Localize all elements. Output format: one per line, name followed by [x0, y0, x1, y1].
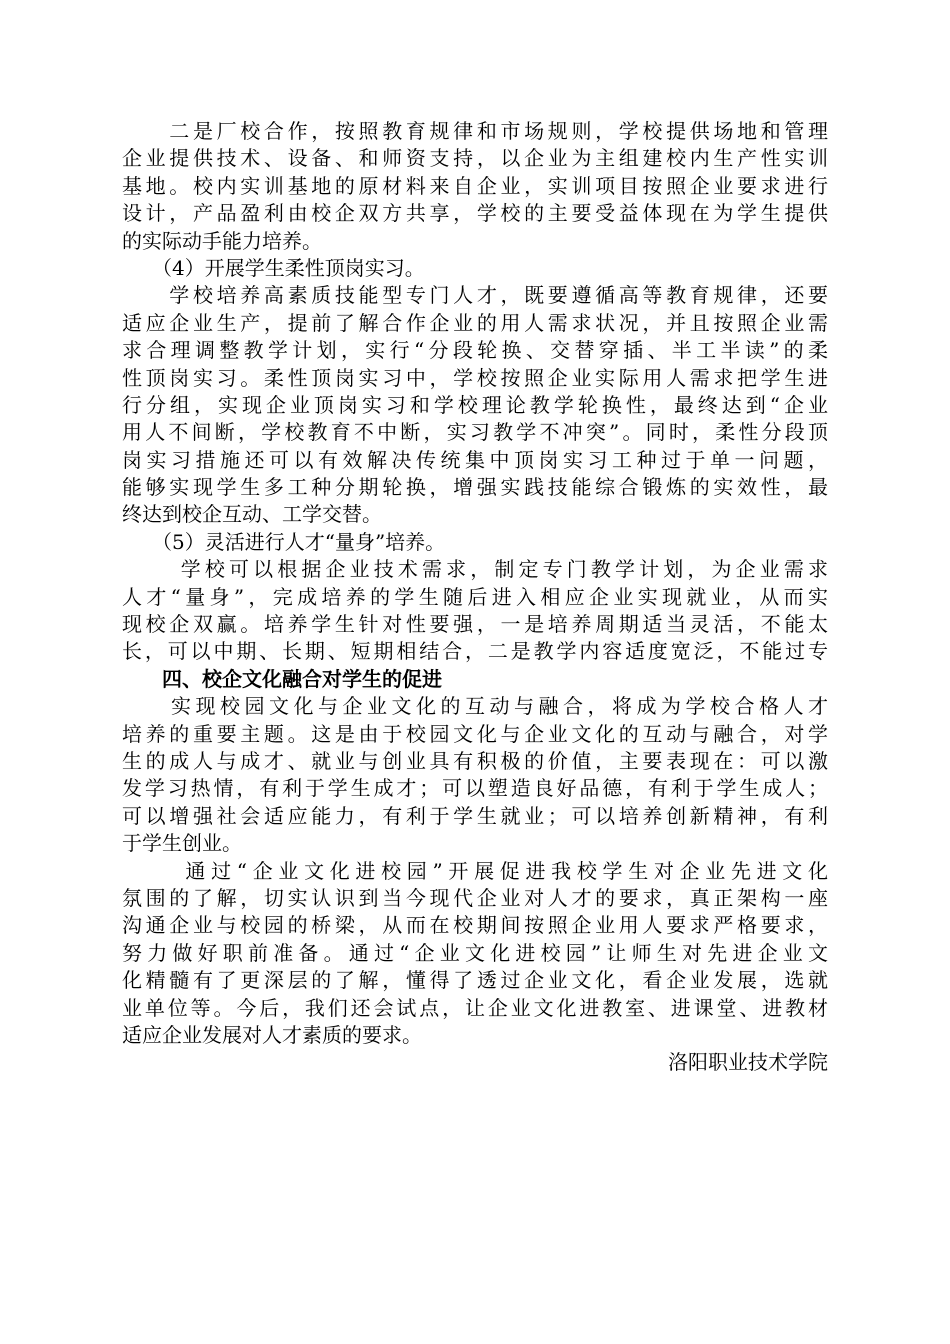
paragraph-line: 生的成人与成才、就业与创业具有积极的价值，主要表现在：可以激 — [122, 748, 828, 773]
paragraph-line: 企业提供技术、设备、和师资支持，以企业为主组建校内生产性实训 — [122, 146, 828, 171]
subheading: （5）灵活进行人才“量身”培养。 — [122, 529, 446, 554]
paragraph-line: 业单位等。今后，我们还会试点，让企业文化进教室、进课堂、进教材 — [122, 995, 828, 1020]
paragraph-line: 可以增强社会适应能力，有利于学生就业；可以培养创新精神，有利 — [122, 803, 828, 828]
paragraph-line: 能够实现学生多工种分期轮换，增强实践技能综合锻炼的实效性，最 — [122, 475, 828, 500]
subheading: （4）开展学生柔性顶岗实习。 — [122, 255, 425, 280]
paragraph-line: 人才“量身”，完成培养的学生随后进入相应企业实现就业，从而实 — [122, 584, 828, 609]
paragraph-line: 现校企双赢。培养学生针对性要强，一是培养周期适当灵活，不能太 — [122, 612, 828, 637]
paragraph-line: 努力做好职前准备。通过“企业文化进校园”让师生对先进企业文 — [122, 940, 828, 965]
paragraph-line: 通过“企业文化进校园”开展促进我校学生对企业先进文化 — [122, 858, 828, 883]
paragraph-line: 终达到校企互动、工学交替。 — [122, 502, 382, 527]
paragraph-line: 用人不间断，学校教育不中断，实习教学不冲突”。同时，柔性分段顶 — [122, 420, 828, 445]
paragraph-line: 求合理调整教学计划，实行“分段轮换、交替穿插、半工半读”的柔 — [122, 338, 828, 363]
paragraph-line: 学校培养高素质技能型专门人才，既要遵循高等教育规律，还要 — [122, 283, 828, 308]
document-body — [122, 118, 828, 1077]
paragraph-line: 行分组，实现企业顶岗实习和学校理论教学轮换性，最终达到“企业 — [122, 392, 828, 417]
section-heading: 四、校企文化融合对学生的促进 — [122, 666, 442, 691]
paragraph-line: 培养的重要主题。这是由于校园文化与企业文化的互动与融合，对学 — [122, 721, 828, 746]
paragraph-line: 长，可以中期、长期、短期相结合，二是教学内容适度宽泛，不能过专 — [122, 639, 828, 664]
paragraph-line: 基地。校内实训基地的原材料来自企业，实训项目按照企业要求进行 — [122, 173, 828, 198]
paragraph-line: 的实际动手能力培养。 — [122, 228, 322, 253]
paragraph-line: 适应企业发展对人才素质的要求。 — [122, 1022, 422, 1047]
paragraph-line: 适应企业生产，提前了解合作企业的用人需求状况，并且按照企业需 — [122, 310, 828, 335]
paragraph-line: 实现校园文化与企业文化的互动与融合，将成为学校合格人才 — [122, 694, 828, 719]
paragraph-line: 于学生创业。 — [122, 831, 242, 856]
paragraph-line: 学校可以根据企业技术需求，制定专门教学计划，为企业需求 — [122, 557, 828, 582]
paragraph-line: 二是厂校合作，按照教育规律和市场规则，学校提供场地和管理 — [122, 119, 828, 143]
paragraph-line: 设计，产品盈利由校企双方共享，学校的主要受益体现在为学生提供 — [122, 201, 828, 226]
signature: 洛阳职业技术学院 — [668, 1050, 828, 1075]
paragraph-line: 岗实习措施还可以有效解决传统集中顶岗实习工种过于单一问题， — [122, 447, 828, 472]
paragraph-line: 氛围的了解，切实认识到当今现代企业对人才的要求，真正架构一座 — [122, 885, 828, 910]
paragraph-line: 性顶岗实习。柔性顶岗实习中，学校按照企业实际用人需求把学生进 — [122, 365, 828, 390]
paragraph-line: 发学习热情，有利于学生成才；可以塑造良好品德，有利于学生成人； — [122, 776, 828, 801]
paragraph-line: 化精髓有了更深层的了解，懂得了透过企业文化，看企业发展，选就 — [122, 968, 828, 993]
paragraph-line: 沟通企业与校园的桥梁，从而在校期间按照企业用人要求严格要求， — [122, 913, 828, 938]
